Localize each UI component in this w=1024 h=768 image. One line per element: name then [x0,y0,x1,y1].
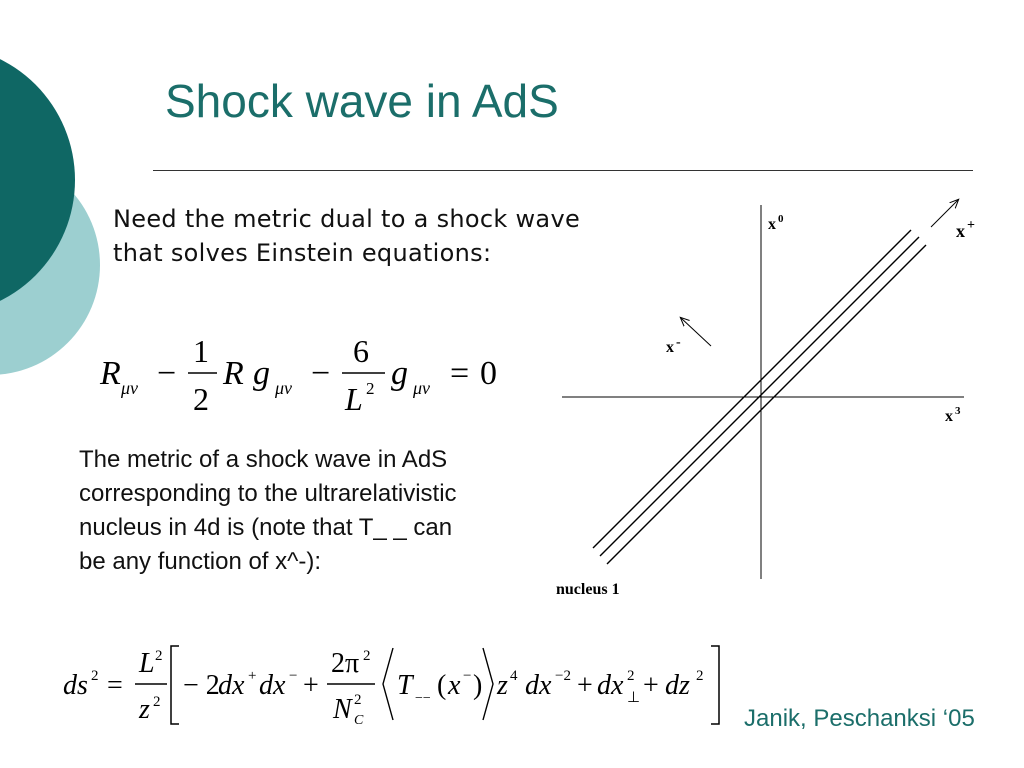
eq2-right-bracket [711,646,719,724]
eq2-ds: ds [63,670,88,701]
eq2-dx-plus: dx [218,670,245,701]
eq1-half-numerator: 1 [193,333,209,369]
eq1-R: R [100,355,121,392]
eq1-R-2: R [223,355,244,392]
einstein-equation [95,326,515,422]
shock-line-1 [593,230,911,548]
eq1-minus-2: − [311,355,331,392]
eq2-plus-2: + [577,670,593,701]
eq2-N: N [333,694,352,725]
title-divider [153,170,973,171]
eq1-L-exponent: 2 [366,379,375,398]
eq2-z: z [139,694,150,725]
eq2-left-bracket [171,646,179,724]
metric-paragraph: The metric of a shock wave in AdS corresponding to the ultrarelativistic nucleus in 4d is (note that T_ _ can be any function of x^-): [79,446,457,575]
eq2-z4: z [497,670,508,701]
eq1-half-denominator: 2 [193,381,209,417]
svg-text:x: x [945,408,953,425]
credit-citation: Janik, Peschanksi ‘05 [744,705,975,732]
eq2-left-angle [383,648,393,720]
eq2-plus-3: + [643,670,659,701]
intro-paragraph: Need the metric dual to a shock wave that solves Einstein equations: [113,205,581,267]
eq2-two-pi: 2π [331,648,360,679]
eq1-sub-1: μν [121,378,139,398]
eq2-two-pi-exp: 2 [363,648,371,664]
eq1-sub-3: μν [413,378,431,398]
eq1-zero: 0 [480,355,497,392]
eq2-dx-perp-exp: 2 [627,668,635,684]
x0-label [768,213,784,233]
shock-metric-equation [55,638,735,728]
eq2-T: T [397,670,413,701]
eq2-close-paren: ) [473,670,483,701]
eq2-x: x [448,670,461,701]
eq2-dz-exp: 2 [696,668,704,684]
eq2-ds-exp: 2 [91,668,99,684]
eq2-z4-exp: 4 [510,668,518,684]
eq1-g-2: g [391,355,408,392]
eq1-six: 6 [353,333,369,369]
eq1-sub-2: μν [275,378,293,398]
eq2-T-sub: −− [415,691,431,706]
xplus-arrow [931,200,958,227]
nucleus-label: nucleus 1 [556,581,620,598]
eq2-dx-minus-sq: dx [525,670,552,701]
svg-text:x: x [956,221,965,241]
eq2-dx-perp: dx [597,670,624,701]
eq1-g-1: g [253,355,270,392]
eq2-equals: = [107,670,123,701]
eq2-dx-plus-sup: + [248,668,257,684]
eq2-open-paren: ( [437,670,447,701]
decorative-circles [0,0,110,420]
xplus-label [956,218,975,241]
eq2-dx-minus-sup: − [289,668,298,684]
eq2-L: L [139,648,155,679]
eq1-L: L [345,381,363,417]
eq2-dz: dz [665,670,690,701]
eq2-plus-1: + [303,670,319,701]
eq1-equals: = [450,355,470,392]
eq2-N-exp: 2 [354,692,362,708]
svg-text:x: x [666,339,674,356]
eq2-right-angle [483,648,493,720]
slide-title: Shock wave in AdS [165,75,559,127]
eq2-x-sup: − [463,668,472,684]
eq2-N-sub: C [354,713,364,728]
eq2-minus2: − 2 [183,670,220,701]
eq2-dx-minus: dx [259,670,286,701]
x3-label [945,405,961,425]
shock-line-3 [607,245,926,564]
svg-text:-: - [676,335,681,350]
xminus-label [666,335,681,356]
svg-text:x: x [768,216,776,233]
eq2-z-exp: 2 [153,694,161,710]
eq2-dx-minus-sq-sup: −2 [555,668,571,684]
shock-wave-diagram [548,195,988,610]
eq2-L-exp: 2 [155,648,163,664]
svg-text:+: + [967,218,975,233]
eq2-dx-perp-sub: ⊥ [627,690,641,706]
xminus-arrow [681,318,711,346]
svg-text:3: 3 [955,405,961,417]
svg-text:0: 0 [778,213,784,225]
eq1-minus-1: − [157,355,177,392]
